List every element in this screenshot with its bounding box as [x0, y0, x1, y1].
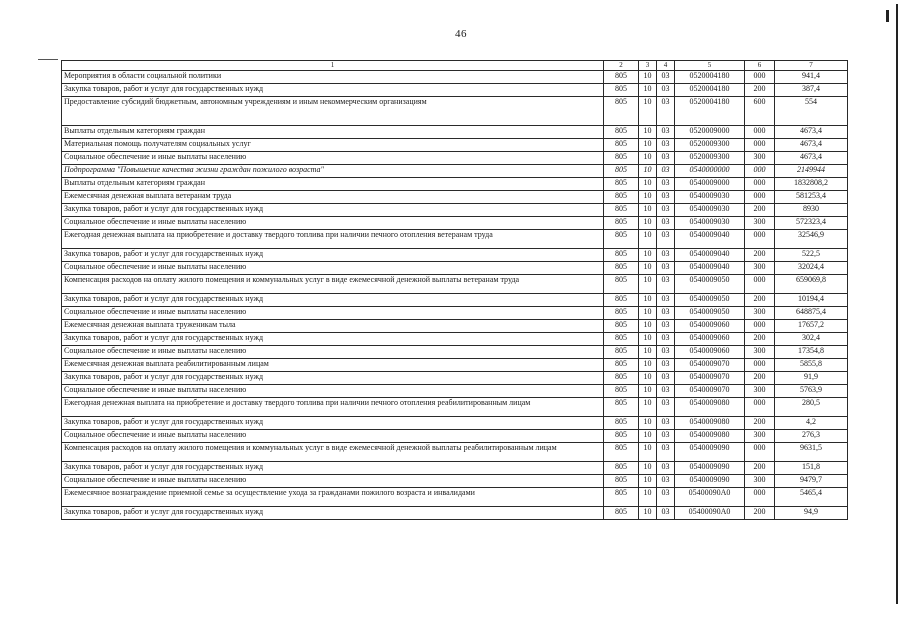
row-target-code: 0540009080	[675, 398, 745, 417]
row-amount: 9479,7	[775, 475, 848, 488]
row-ministry-code: 805	[604, 333, 639, 346]
table-row	[62, 372, 848, 385]
row-name-cell: Закупка товаров, работ и услуг для государственных нужд	[62, 372, 604, 385]
row-ministry-code: 805	[604, 398, 639, 417]
row-expense-type: 200	[745, 333, 775, 346]
row-name-cell: Выплаты отдельным категориям граждан	[62, 126, 604, 139]
row-expense-type: 200	[745, 507, 775, 520]
row-expense-type: 200	[745, 372, 775, 385]
row-name-cell: Ежемесячное вознаграждение приемной семье за осуществление ухода за гражданами пожилого возраста и инвалидами	[62, 488, 604, 507]
row-expense-type: 300	[745, 475, 775, 488]
row-name-cell: Закупка товаров, работ и услуг для государственных нужд	[62, 294, 604, 307]
table-row	[62, 294, 848, 307]
row-target-code: 0520009000	[675, 126, 745, 139]
row-section-code: 10	[639, 230, 657, 249]
row-amount: 32546,9	[775, 230, 848, 249]
row-name-cell: Закупка товаров, работ и услуг для государственных нужд	[62, 249, 604, 262]
row-subsection-code: 03	[657, 152, 675, 165]
row-amount: 4673,4	[775, 139, 848, 152]
row-ministry-code: 805	[604, 126, 639, 139]
row-section-code: 10	[639, 398, 657, 417]
row-ministry-code: 805	[604, 230, 639, 249]
row-amount: 32024,4	[775, 262, 848, 275]
table-row	[62, 443, 848, 462]
row-expense-type: 300	[745, 217, 775, 230]
row-name-cell: Закупка товаров, работ и услуг для государственных нужд	[62, 462, 604, 475]
row-subsection-code: 03	[657, 178, 675, 191]
row-section-code: 10	[639, 139, 657, 152]
row-amount: 276,3	[775, 430, 848, 443]
row-amount: 91,9	[775, 372, 848, 385]
row-name-cell: Закупка товаров, работ и услуг для государственных нужд	[62, 333, 604, 346]
row-amount: 572323,4	[775, 217, 848, 230]
row-name-cell: Компенсация расходов на оплату жилого помещения и коммунальных услуг в виде ежемесячной денежной выплаты ветеранам труда	[62, 275, 604, 294]
row-section-code: 10	[639, 178, 657, 191]
row-name-cell: Ежемесячная денежная выплата труженикам тыла	[62, 320, 604, 333]
row-target-code: 0540009040	[675, 249, 745, 262]
row-section-code: 10	[639, 462, 657, 475]
row-ministry-code: 805	[604, 262, 639, 275]
table-row	[62, 359, 848, 372]
row-subsection-code: 03	[657, 488, 675, 507]
table-row	[62, 488, 848, 507]
row-expense-type: 200	[745, 417, 775, 430]
row-expense-type: 300	[745, 262, 775, 275]
row-name-cell: Предоставление субсидий бюджетным, автономным учреждениям и иным некоммерческим организациям	[62, 97, 604, 126]
row-subsection-code: 03	[657, 359, 675, 372]
row-amount: 522,5	[775, 249, 848, 262]
row-amount: 5763,9	[775, 385, 848, 398]
row-subsection-code: 03	[657, 333, 675, 346]
row-ministry-code: 805	[604, 165, 639, 178]
row-subsection-code: 03	[657, 249, 675, 262]
row-name-cell: Компенсация расходов на оплату жилого помещения и коммунальных услуг в виде ежемесячной денежной выплаты реабилитированным лицам	[62, 443, 604, 462]
row-name-cell: Ежегодная денежная выплата на приобретение и доставку твердого топлива при наличии печного отопления реабилитированным лицам	[62, 398, 604, 417]
row-expense-type: 000	[745, 320, 775, 333]
row-expense-type: 000	[745, 443, 775, 462]
table-row	[62, 126, 848, 139]
row-expense-type: 300	[745, 346, 775, 359]
row-target-code: 0540009080	[675, 430, 745, 443]
row-subsection-code: 03	[657, 217, 675, 230]
row-expense-type: 200	[745, 249, 775, 262]
row-subsection-code: 03	[657, 126, 675, 139]
row-section-code: 10	[639, 443, 657, 462]
row-amount: 554	[775, 97, 848, 126]
row-ministry-code: 805	[604, 488, 639, 507]
row-name-cell: Материальная помощь получателям социальных услуг	[62, 139, 604, 152]
table-row	[62, 507, 848, 520]
row-subsection-code: 03	[657, 398, 675, 417]
row-subsection-code: 03	[657, 385, 675, 398]
row-ministry-code: 805	[604, 462, 639, 475]
row-target-code: 0540009040	[675, 262, 745, 275]
table-row	[62, 346, 848, 359]
table-row	[62, 191, 848, 204]
row-amount: 5855,8	[775, 359, 848, 372]
table-row	[62, 152, 848, 165]
row-section-code: 10	[639, 84, 657, 97]
row-amount: 17657,2	[775, 320, 848, 333]
row-ministry-code: 805	[604, 217, 639, 230]
row-section-code: 10	[639, 262, 657, 275]
table-row	[62, 417, 848, 430]
row-expense-type: 000	[745, 165, 775, 178]
table-row	[62, 217, 848, 230]
row-amount: 387,4	[775, 84, 848, 97]
row-amount: 94,9	[775, 507, 848, 520]
row-section-code: 10	[639, 359, 657, 372]
row-amount: 8930	[775, 204, 848, 217]
row-subsection-code: 03	[657, 275, 675, 294]
row-target-code: 0540009090	[675, 462, 745, 475]
row-name-cell: Ежемесячная денежная выплата ветеранам труда	[62, 191, 604, 204]
row-expense-type: 200	[745, 294, 775, 307]
row-ministry-code: 805	[604, 71, 639, 84]
row-amount: 17354,8	[775, 346, 848, 359]
row-amount: 4,2	[775, 417, 848, 430]
row-expense-type: 300	[745, 385, 775, 398]
row-section-code: 10	[639, 307, 657, 320]
table-row	[62, 398, 848, 417]
page-edge-rule	[896, 4, 898, 604]
row-expense-type: 000	[745, 488, 775, 507]
row-target-code: 05400090А0	[675, 507, 745, 520]
budget-table	[61, 60, 848, 520]
row-amount: 941,4	[775, 71, 848, 84]
row-target-code: 0540009070	[675, 372, 745, 385]
row-section-code: 10	[639, 507, 657, 520]
row-ministry-code: 805	[604, 346, 639, 359]
header-row	[62, 61, 848, 71]
row-ministry-code: 805	[604, 97, 639, 126]
table-row	[62, 333, 848, 346]
row-subsection-code: 03	[657, 430, 675, 443]
row-ministry-code: 805	[604, 249, 639, 262]
row-target-code: 0520009300	[675, 152, 745, 165]
row-section-code: 10	[639, 372, 657, 385]
row-amount: 5465,4	[775, 488, 848, 507]
row-ministry-code: 805	[604, 430, 639, 443]
row-section-code: 10	[639, 430, 657, 443]
row-amount: 1832808,2	[775, 178, 848, 191]
column-header-5: 5	[675, 61, 745, 71]
row-expense-type: 000	[745, 398, 775, 417]
table-row	[62, 475, 848, 488]
row-section-code: 10	[639, 333, 657, 346]
row-name-cell: Закупка товаров, работ и услуг для государственных нужд	[62, 417, 604, 430]
row-target-code: 0540009050	[675, 275, 745, 294]
row-expense-type: 000	[745, 71, 775, 84]
row-expense-type: 600	[745, 97, 775, 126]
row-subsection-code: 03	[657, 372, 675, 385]
row-subsection-code: 03	[657, 462, 675, 475]
row-expense-type: 000	[745, 139, 775, 152]
page-number: 46	[455, 28, 467, 40]
row-amount: 4673,4	[775, 152, 848, 165]
row-amount: 2149944	[775, 165, 848, 178]
row-expense-type: 300	[745, 152, 775, 165]
table-row	[62, 320, 848, 333]
row-name-cell: Социальное обеспечение и иные выплаты населению	[62, 217, 604, 230]
row-subsection-code: 03	[657, 307, 675, 320]
row-section-code: 10	[639, 417, 657, 430]
row-name-cell: Мероприятия в области социальной политики	[62, 71, 604, 84]
row-ministry-code: 805	[604, 275, 639, 294]
table-row	[62, 139, 848, 152]
row-subsection-code: 03	[657, 139, 675, 152]
row-section-code: 10	[639, 165, 657, 178]
column-header-2: 2	[604, 61, 639, 71]
row-amount: 280,5	[775, 398, 848, 417]
row-section-code: 10	[639, 475, 657, 488]
row-section-code: 10	[639, 152, 657, 165]
table-row	[62, 165, 848, 178]
row-name-cell: Социальное обеспечение и иные выплаты населению	[62, 430, 604, 443]
row-ministry-code: 805	[604, 84, 639, 97]
table-row	[62, 262, 848, 275]
row-target-code: 0520004180	[675, 84, 745, 97]
row-target-code: 0540009060	[675, 320, 745, 333]
row-expense-type: 300	[745, 307, 775, 320]
row-section-code: 10	[639, 488, 657, 507]
table-row	[62, 97, 848, 126]
row-ministry-code: 805	[604, 320, 639, 333]
column-header-1: 1	[62, 61, 604, 71]
row-amount: 10194,4	[775, 294, 848, 307]
row-ministry-code: 805	[604, 372, 639, 385]
table-row	[62, 249, 848, 262]
row-amount: 151,8	[775, 462, 848, 475]
row-ministry-code: 805	[604, 359, 639, 372]
row-target-code: 05400090А0	[675, 488, 745, 507]
row-expense-type: 000	[745, 191, 775, 204]
row-subsection-code: 03	[657, 346, 675, 359]
row-target-code: 0540009070	[675, 359, 745, 372]
row-ministry-code: 805	[604, 191, 639, 204]
column-header-3: 3	[639, 61, 657, 71]
row-ministry-code: 805	[604, 475, 639, 488]
row-ministry-code: 805	[604, 139, 639, 152]
page-edge-tick	[886, 10, 889, 22]
row-subsection-code: 03	[657, 262, 675, 275]
row-ministry-code: 805	[604, 178, 639, 191]
row-subsection-code: 03	[657, 71, 675, 84]
row-expense-type: 200	[745, 204, 775, 217]
row-name-cell: Ежемесячная денежная выплата реабилитированным лицам	[62, 359, 604, 372]
column-header-7: 7	[775, 61, 848, 71]
row-target-code: 0520004180	[675, 97, 745, 126]
row-target-code: 0540009070	[675, 385, 745, 398]
row-target-code: 0520004180	[675, 71, 745, 84]
row-target-code: 0540009050	[675, 307, 745, 320]
row-name-cell: Социальное обеспечение и иные выплаты населению	[62, 385, 604, 398]
column-header-6: 6	[745, 61, 775, 71]
row-amount: 648875,4	[775, 307, 848, 320]
row-name-cell: Социальное обеспечение и иные выплаты населению	[62, 307, 604, 320]
row-subsection-code: 03	[657, 507, 675, 520]
row-subsection-code: 03	[657, 417, 675, 430]
row-amount: 581253,4	[775, 191, 848, 204]
row-name-cell: Выплаты отдельным категориям граждан	[62, 178, 604, 191]
row-target-code: 0540009030	[675, 217, 745, 230]
row-target-code: 0540009050	[675, 294, 745, 307]
table-row	[62, 385, 848, 398]
row-section-code: 10	[639, 294, 657, 307]
margin-mark	[38, 59, 58, 60]
row-subsection-code: 03	[657, 97, 675, 126]
table-row	[62, 84, 848, 97]
row-target-code: 0540009000	[675, 178, 745, 191]
row-expense-type: 000	[745, 126, 775, 139]
row-section-code: 10	[639, 97, 657, 126]
row-name-cell: Социальное обеспечение и иные выплаты населению	[62, 152, 604, 165]
row-name-cell: Подпрограмма "Повышение качества жизни граждан пожилого возраста"	[62, 165, 604, 178]
row-section-code: 10	[639, 204, 657, 217]
table-row	[62, 462, 848, 475]
row-section-code: 10	[639, 191, 657, 204]
row-expense-type: 000	[745, 359, 775, 372]
row-target-code: 0540009040	[675, 230, 745, 249]
row-subsection-code: 03	[657, 204, 675, 217]
row-name-cell: Социальное обеспечение и иные выплаты населению	[62, 262, 604, 275]
row-amount: 9631,5	[775, 443, 848, 462]
row-subsection-code: 03	[657, 443, 675, 462]
table-row	[62, 307, 848, 320]
row-subsection-code: 03	[657, 84, 675, 97]
row-expense-type: 000	[745, 275, 775, 294]
row-ministry-code: 805	[604, 385, 639, 398]
column-header-4: 4	[657, 61, 675, 71]
row-expense-type: 200	[745, 84, 775, 97]
table-row	[62, 230, 848, 249]
row-subsection-code: 03	[657, 191, 675, 204]
row-section-code: 10	[639, 249, 657, 262]
row-target-code: 0540009060	[675, 333, 745, 346]
row-target-code: 0540009080	[675, 417, 745, 430]
row-amount: 302,4	[775, 333, 848, 346]
row-section-code: 10	[639, 385, 657, 398]
row-subsection-code: 03	[657, 165, 675, 178]
row-target-code: 0540000000	[675, 165, 745, 178]
row-name-cell: Закупка товаров, работ и услуг для государственных нужд	[62, 507, 604, 520]
table-row	[62, 430, 848, 443]
row-section-code: 10	[639, 275, 657, 294]
row-section-code: 10	[639, 217, 657, 230]
row-target-code: 0540009090	[675, 443, 745, 462]
row-ministry-code: 805	[604, 417, 639, 430]
row-target-code: 0540009030	[675, 204, 745, 217]
row-name-cell: Социальное обеспечение и иные выплаты населению	[62, 346, 604, 359]
table-row	[62, 71, 848, 84]
row-expense-type: 200	[745, 462, 775, 475]
table-row	[62, 275, 848, 294]
row-target-code: 0520009300	[675, 139, 745, 152]
row-section-code: 10	[639, 126, 657, 139]
row-expense-type: 000	[745, 178, 775, 191]
row-target-code: 0540009060	[675, 346, 745, 359]
row-ministry-code: 805	[604, 443, 639, 462]
row-subsection-code: 03	[657, 294, 675, 307]
row-ministry-code: 805	[604, 204, 639, 217]
row-target-code: 0540009090	[675, 475, 745, 488]
row-target-code: 0540009030	[675, 191, 745, 204]
row-subsection-code: 03	[657, 320, 675, 333]
row-name-cell: Закупка товаров, работ и услуг для государственных нужд	[62, 204, 604, 217]
row-section-code: 10	[639, 320, 657, 333]
row-ministry-code: 805	[604, 307, 639, 320]
row-ministry-code: 805	[604, 152, 639, 165]
row-section-code: 10	[639, 71, 657, 84]
row-expense-type: 000	[745, 230, 775, 249]
row-amount: 659069,8	[775, 275, 848, 294]
row-name-cell: Ежегодная денежная выплата на приобретение и доставку твердого топлива при наличии печного отопления ветеранам труда	[62, 230, 604, 249]
row-name-cell: Закупка товаров, работ и услуг для государственных нужд	[62, 84, 604, 97]
table-row	[62, 178, 848, 191]
row-name-cell: Социальное обеспечение и иные выплаты населению	[62, 475, 604, 488]
table-row	[62, 204, 848, 217]
row-section-code: 10	[639, 346, 657, 359]
row-expense-type: 300	[745, 430, 775, 443]
row-ministry-code: 805	[604, 294, 639, 307]
row-ministry-code: 805	[604, 507, 639, 520]
table-body	[62, 71, 848, 520]
row-subsection-code: 03	[657, 230, 675, 249]
row-subsection-code: 03	[657, 475, 675, 488]
row-amount: 4673,4	[775, 126, 848, 139]
